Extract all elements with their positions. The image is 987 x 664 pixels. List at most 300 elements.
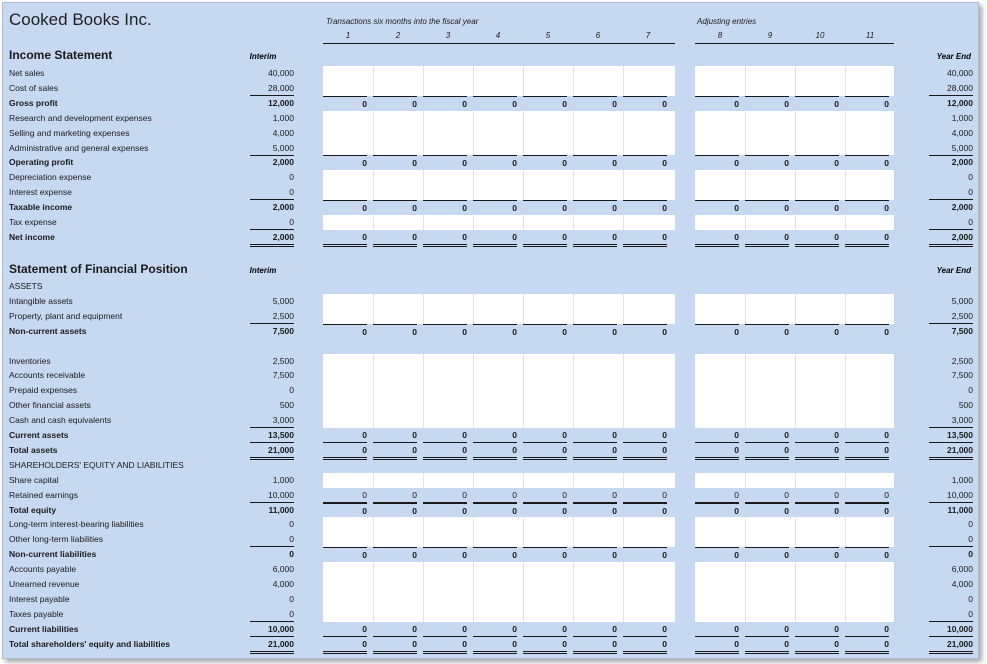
interim-value: 10,000 — [250, 622, 294, 637]
year-end-value: 2,500 — [951, 355, 973, 366]
cell-divider — [473, 517, 474, 547]
cell-divider — [523, 66, 524, 96]
cell-divider — [473, 294, 474, 324]
cell-divider — [573, 517, 574, 547]
interim-value: 2,000 — [272, 202, 294, 213]
computed-zero: 0 — [623, 428, 667, 443]
interim-value: 7,500 — [272, 325, 294, 336]
computed-zero: 0 — [745, 428, 789, 443]
computed-zero: 0 — [795, 230, 839, 247]
computed-zero: 0 — [523, 488, 567, 503]
computed-zero: 0 — [473, 503, 517, 518]
computed-zero: 0 — [423, 622, 467, 637]
computed-zero: 0 — [795, 443, 839, 460]
row-label: Administrative and general expenses — [9, 142, 149, 153]
computed-zero: 0 — [795, 96, 839, 111]
year-end-value: 0 — [929, 532, 973, 547]
computed-zero: 0 — [523, 637, 567, 654]
computed-zero: 0 — [473, 637, 517, 654]
year-end-value: 1,000 — [951, 112, 973, 123]
computed-zero: 0 — [373, 428, 417, 443]
computed-zero: 0 — [695, 200, 739, 215]
computed-zero: 0 — [623, 637, 667, 654]
computed-zero: 0 — [795, 547, 839, 562]
cell-divider — [623, 294, 624, 324]
computed-zero: 0 — [795, 622, 839, 637]
year-end-value: 0 — [968, 172, 973, 183]
computed-zero: 0 — [323, 503, 367, 518]
cell-divider — [745, 562, 746, 622]
computed-zero: 0 — [573, 637, 617, 654]
computed-zero: 0 — [845, 488, 889, 503]
year-end-value: 0 — [929, 215, 973, 230]
year-end-value: 500 — [958, 400, 973, 411]
computed-zero: 0 — [745, 155, 789, 170]
computed-zero: 0 — [423, 230, 467, 247]
computed-zero: 0 — [373, 622, 417, 637]
position-year-end-header: Year End — [936, 266, 971, 275]
computed-zero: 0 — [373, 503, 417, 518]
interim-value: 40,000 — [268, 68, 294, 78]
computed-zero: 0 — [695, 230, 739, 247]
cell-divider — [845, 294, 846, 324]
computed-zero: 0 — [523, 230, 567, 247]
interim-value: 2,500 — [272, 355, 294, 366]
cell-divider — [795, 294, 796, 324]
computed-zero: 0 — [573, 503, 617, 518]
cell-divider — [473, 111, 474, 156]
computed-zero: 0 — [845, 547, 889, 562]
computed-zero: 0 — [523, 200, 567, 215]
row-label: Taxable income — [9, 202, 73, 213]
cell-divider — [523, 473, 524, 488]
row-label: Research and development expenses — [9, 112, 152, 123]
year-end-value: 2,000 — [951, 202, 973, 213]
year-end-value: 3,000 — [929, 413, 973, 428]
cell-divider — [423, 170, 424, 200]
interim-value: 11,000 — [268, 504, 294, 515]
cell-divider — [745, 517, 746, 547]
computed-zero: 0 — [695, 547, 739, 562]
year-end-value: 11,000 — [947, 504, 973, 515]
cell-divider — [523, 170, 524, 200]
cell-divider — [845, 562, 846, 622]
row-label: Net sales — [9, 68, 45, 78]
computed-zero: 0 — [323, 155, 367, 170]
cell-divider — [523, 354, 524, 429]
computed-zero: 0 — [795, 155, 839, 170]
computed-zero: 0 — [745, 230, 789, 247]
transactions-header-line — [323, 43, 675, 44]
row-label: Total equity — [9, 504, 57, 515]
cell-divider — [623, 473, 624, 488]
cell-divider — [473, 562, 474, 622]
computed-zero: 0 — [745, 96, 789, 111]
computed-zero: 0 — [423, 428, 467, 443]
computed-zero: 0 — [323, 96, 367, 111]
computed-zero: 0 — [845, 443, 889, 460]
cell-divider — [845, 354, 846, 429]
cell-divider — [373, 215, 374, 230]
cell-divider — [523, 517, 524, 547]
computed-zero: 0 — [845, 200, 889, 215]
computed-zero: 0 — [845, 324, 889, 339]
computed-zero: 0 — [473, 230, 517, 247]
row-label: Cash and cash equivalents — [9, 415, 112, 426]
cell-divider — [373, 473, 374, 488]
computed-zero: 0 — [573, 622, 617, 637]
interim-value: 0 — [250, 607, 294, 622]
computed-zero: 0 — [845, 503, 889, 518]
spreadsheet — [2, 2, 979, 659]
interim-value: 2,500 — [250, 309, 294, 324]
interim-value: 0 — [289, 593, 294, 604]
computed-zero: 0 — [323, 637, 367, 654]
cell-divider — [523, 562, 524, 622]
year-end-value: 7,500 — [951, 325, 973, 336]
interim-value: 2,000 — [272, 157, 294, 168]
computed-zero: 0 — [623, 96, 667, 111]
cell-divider — [795, 354, 796, 429]
computed-zero: 0 — [423, 488, 467, 503]
cell-divider — [623, 517, 624, 547]
computed-zero: 0 — [373, 324, 417, 339]
year-end-value: 12,000 — [947, 97, 973, 108]
computed-zero: 0 — [473, 155, 517, 170]
row-label: Gross profit — [9, 97, 58, 108]
year-end-value: 10,000 — [929, 622, 973, 637]
cell-divider — [373, 562, 374, 622]
row-label: Accounts payable — [9, 564, 77, 575]
interim-value: 0 — [289, 519, 294, 530]
computed-zero: 0 — [323, 324, 367, 339]
cell-divider — [745, 111, 746, 156]
computed-zero: 0 — [795, 637, 839, 654]
computed-zero: 0 — [573, 547, 617, 562]
computed-zero: 0 — [423, 637, 467, 654]
computed-zero: 0 — [573, 96, 617, 111]
row-label: Accounts receivable — [9, 370, 86, 381]
cell-divider — [523, 294, 524, 324]
computed-zero: 0 — [473, 547, 517, 562]
cell-divider — [473, 66, 474, 96]
cell-divider — [623, 66, 624, 96]
cell-divider — [795, 170, 796, 200]
cell-divider — [573, 170, 574, 200]
column-number: 2 — [395, 31, 401, 40]
computed-zero: 0 — [695, 443, 739, 460]
year-end-value: 6,000 — [951, 564, 973, 575]
row-label: Total shareholders' equity and liabilities — [9, 638, 171, 649]
computed-zero: 0 — [623, 503, 667, 518]
column-number: 10 — [815, 31, 825, 40]
computed-zero: 0 — [695, 503, 739, 518]
cell-divider — [845, 66, 846, 96]
cell-divider — [573, 66, 574, 96]
interim-value: 12,000 — [268, 97, 294, 108]
computed-zero: 0 — [845, 428, 889, 443]
row-label: Long-term interest-bearing liabilities — [9, 519, 144, 530]
cell-divider — [523, 111, 524, 156]
year-end-value: 2,000 — [951, 157, 973, 168]
row-label: Net income — [9, 231, 55, 242]
cell-divider — [373, 354, 374, 429]
computed-zero: 0 — [423, 155, 467, 170]
cell-divider — [745, 354, 746, 429]
computed-zero: 0 — [423, 503, 467, 518]
interim-value: 3,000 — [250, 413, 294, 428]
income-interim-header: Interim — [249, 52, 277, 61]
year-end-value: 5,000 — [929, 141, 973, 156]
interim-value: 500 — [279, 400, 294, 411]
computed-zero: 0 — [745, 200, 789, 215]
position-interim-header: Interim — [249, 266, 277, 275]
computed-zero: 0 — [473, 96, 517, 111]
column-number: 9 — [767, 31, 773, 40]
computed-zero: 0 — [795, 428, 839, 443]
computed-zero: 0 — [623, 230, 667, 247]
row-label: Total assets — [9, 444, 58, 455]
computed-zero: 0 — [745, 622, 789, 637]
cell-divider — [573, 473, 574, 488]
financial-position-title: Statement of Financial Position — [9, 262, 188, 276]
cell-divider — [795, 562, 796, 622]
interim-value: 21,000 — [250, 443, 294, 460]
computed-zero: 0 — [423, 443, 467, 460]
cell-divider — [423, 473, 424, 488]
computed-zero: 0 — [323, 443, 367, 460]
cell-divider — [573, 294, 574, 324]
computed-zero: 0 — [845, 155, 889, 170]
row-label: Retained earnings — [9, 489, 78, 500]
row-label: Inventories — [9, 355, 51, 366]
cell-divider — [373, 66, 374, 96]
computed-zero: 0 — [845, 230, 889, 247]
computed-zero: 0 — [373, 488, 417, 503]
interim-value: 4,000 — [272, 579, 294, 589]
cell-divider — [423, 354, 424, 429]
cell-divider — [373, 170, 374, 200]
computed-zero: 0 — [473, 428, 517, 443]
interim-value: 0 — [250, 215, 294, 230]
company-title: Cooked Books Inc. — [9, 10, 152, 29]
computed-zero: 0 — [523, 443, 567, 460]
cell-divider — [745, 215, 746, 230]
computed-zero: 0 — [373, 200, 417, 215]
computed-zero: 0 — [795, 503, 839, 518]
computed-zero: 0 — [695, 96, 739, 111]
row-label: Share capital — [9, 474, 59, 485]
year-end-value: 4,000 — [951, 579, 973, 589]
cell-divider — [845, 473, 846, 488]
year-end-value: 40,000 — [947, 68, 973, 78]
cell-divider — [423, 111, 424, 156]
computed-zero: 0 — [573, 443, 617, 460]
cell-divider — [473, 473, 474, 488]
cell-divider — [573, 562, 574, 622]
cell-divider — [373, 111, 374, 156]
year-end-value: 1,000 — [951, 474, 973, 485]
row-label: Tax expense — [9, 217, 57, 227]
row-label: Property, plant and equipment — [9, 310, 123, 321]
computed-zero: 0 — [745, 324, 789, 339]
year-end-value: 21,000 — [929, 637, 973, 654]
cell-divider — [423, 562, 424, 622]
computed-zero: 0 — [473, 488, 517, 503]
computed-zero: 0 — [523, 428, 567, 443]
year-end-value: 10,000 — [929, 488, 973, 503]
computed-zero: 0 — [573, 488, 617, 503]
computed-zero: 0 — [373, 547, 417, 562]
section-heading: ASSETS — [9, 281, 43, 291]
column-number: 11 — [865, 31, 875, 40]
column-number: 6 — [595, 31, 601, 40]
year-end-value: 0 — [968, 593, 973, 604]
column-number: 5 — [545, 31, 551, 40]
year-end-value: 28,000 — [929, 81, 973, 96]
computed-zero: 0 — [573, 428, 617, 443]
cell-divider — [573, 111, 574, 156]
computed-zero: 0 — [373, 96, 417, 111]
interim-value: 28,000 — [250, 81, 294, 96]
interim-value: 1,000 — [272, 112, 294, 123]
cell-divider — [745, 66, 746, 96]
computed-zero: 0 — [373, 155, 417, 170]
year-end-value: 0 — [968, 385, 973, 396]
computed-zero: 0 — [795, 488, 839, 503]
interim-value: 21,000 — [250, 637, 294, 654]
computed-zero: 0 — [323, 230, 367, 247]
computed-zero: 0 — [473, 443, 517, 460]
year-end-value: 0 — [968, 549, 973, 560]
computed-zero: 0 — [473, 324, 517, 339]
row-label: Operating profit — [9, 157, 74, 168]
cell-divider — [623, 562, 624, 622]
column-number: 1 — [345, 31, 351, 40]
cell-divider — [473, 215, 474, 230]
row-label: Non-current liabilities — [9, 549, 97, 560]
computed-zero: 0 — [845, 96, 889, 111]
row-label: Taxes payable — [9, 608, 64, 619]
computed-zero: 0 — [795, 200, 839, 215]
cell-divider — [845, 111, 846, 156]
row-label: Other financial assets — [9, 400, 91, 411]
computed-zero: 0 — [423, 200, 467, 215]
cell-divider — [623, 170, 624, 200]
row-label: Interest payable — [9, 593, 70, 604]
computed-zero: 0 — [573, 155, 617, 170]
section-heading: SHAREHOLDERS' EQUITY AND LIABILITIES — [9, 459, 184, 470]
computed-zero: 0 — [573, 324, 617, 339]
year-end-value: 2,000 — [929, 230, 973, 247]
interim-value: 7,500 — [272, 370, 294, 381]
cell-divider — [423, 294, 424, 324]
cell-divider — [845, 170, 846, 200]
computed-zero: 0 — [695, 488, 739, 503]
interim-value: 5,000 — [272, 295, 294, 306]
cell-divider — [423, 66, 424, 96]
year-end-value: 0 — [929, 185, 973, 200]
cell-divider — [795, 66, 796, 96]
computed-zero: 0 — [323, 622, 367, 637]
interim-value: 6,000 — [272, 564, 294, 575]
column-number: 4 — [495, 31, 501, 40]
cell-divider — [573, 215, 574, 230]
computed-zero: 0 — [473, 622, 517, 637]
computed-zero: 0 — [745, 443, 789, 460]
interim-value: 10,000 — [250, 488, 294, 503]
interim-value: 4,000 — [272, 127, 294, 138]
computed-zero: 0 — [423, 547, 467, 562]
year-end-value: 4,000 — [951, 127, 973, 138]
interim-value: 0 — [289, 549, 294, 560]
computed-zero: 0 — [745, 503, 789, 518]
row-label: Depreciation expense — [9, 172, 92, 183]
computed-zero: 0 — [423, 324, 467, 339]
computed-zero: 0 — [523, 503, 567, 518]
interim-value: 1,000 — [272, 474, 294, 485]
cell-divider — [623, 111, 624, 156]
computed-zero: 0 — [473, 200, 517, 215]
year-end-value: 7,500 — [951, 370, 973, 381]
computed-zero: 0 — [523, 96, 567, 111]
cell-divider — [745, 294, 746, 324]
computed-zero: 0 — [695, 324, 739, 339]
year-end-value: 13,500 — [929, 428, 973, 443]
column-number: 8 — [717, 31, 723, 40]
cell-divider — [373, 517, 374, 547]
interim-value: 0 — [289, 172, 294, 183]
cell-divider — [573, 354, 574, 429]
interim-value: 0 — [250, 532, 294, 547]
cell-divider — [795, 517, 796, 547]
row-label: Interest expense — [9, 187, 72, 198]
adjusting-entries-header: Adjusting entries — [697, 17, 757, 26]
cell-divider — [373, 294, 374, 324]
computed-zero: 0 — [373, 637, 417, 654]
computed-zero: 0 — [423, 96, 467, 111]
computed-zero: 0 — [845, 622, 889, 637]
transactions-header: Transactions six months into the fiscal year — [326, 17, 479, 26]
row-label: Prepaid expenses — [9, 385, 78, 396]
computed-zero: 0 — [695, 622, 739, 637]
computed-zero: 0 — [373, 443, 417, 460]
computed-zero: 0 — [695, 637, 739, 654]
computed-zero: 0 — [523, 622, 567, 637]
cell-divider — [845, 215, 846, 230]
row-label: Intangible assets — [9, 295, 73, 306]
cell-divider — [845, 517, 846, 547]
computed-zero: 0 — [523, 155, 567, 170]
interim-value: 13,500 — [250, 428, 294, 443]
computed-zero: 0 — [373, 230, 417, 247]
computed-zero: 0 — [623, 547, 667, 562]
cell-divider — [423, 517, 424, 547]
cell-divider — [423, 215, 424, 230]
interim-value: 0 — [289, 385, 294, 396]
year-end-value: 21,000 — [929, 443, 973, 460]
year-end-value: 0 — [929, 607, 973, 622]
interim-value: 0 — [250, 185, 294, 200]
computed-zero: 0 — [623, 155, 667, 170]
row-label: Current assets — [9, 430, 69, 440]
cell-divider — [623, 354, 624, 429]
column-number: 3 — [445, 31, 451, 40]
computed-zero: 0 — [323, 200, 367, 215]
cell-divider — [745, 170, 746, 200]
interim-value: 5,000 — [250, 141, 294, 156]
income-year-end-header: Year End — [936, 52, 971, 61]
